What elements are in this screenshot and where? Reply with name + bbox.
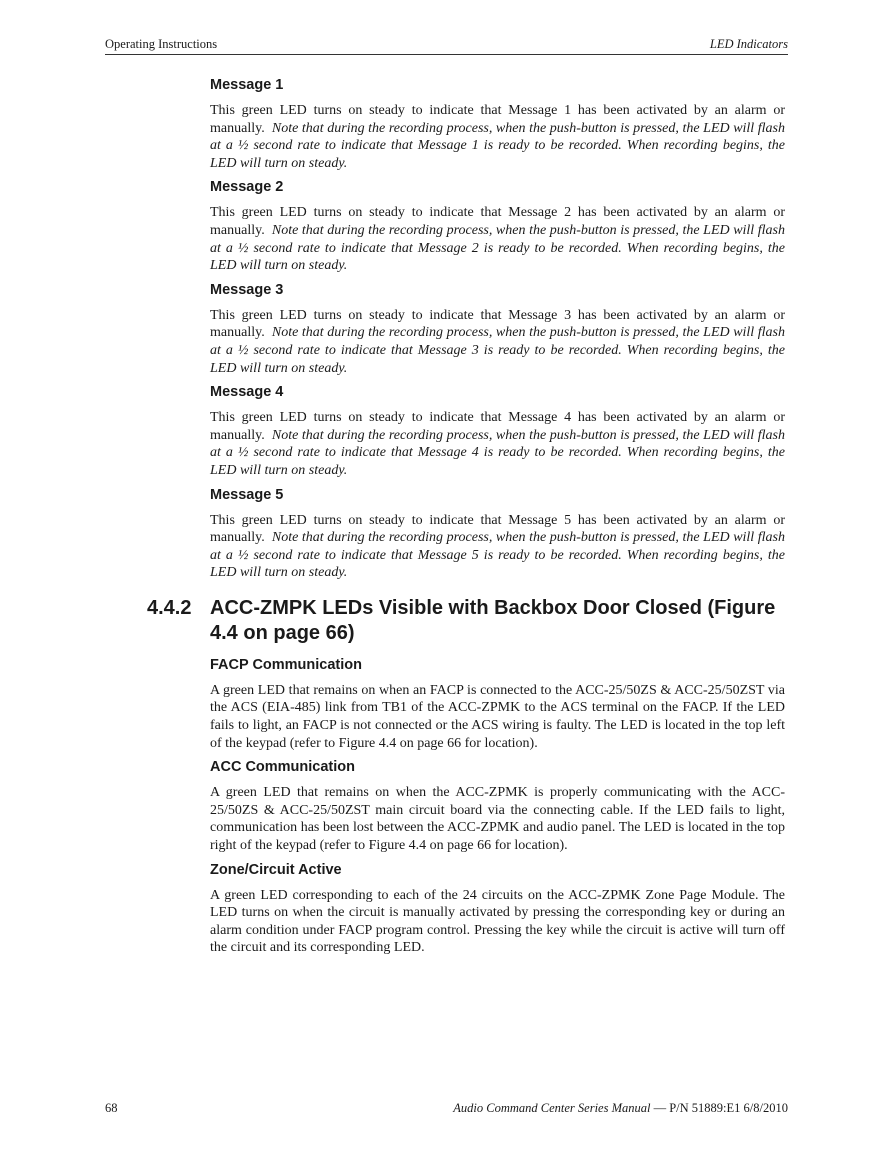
acc-communication-block xyxy=(210,758,785,854)
message-5-paragraph xyxy=(210,512,785,582)
acc-communication-paragraph: A green LED that remains on when the ACC-ZPMK is properly communicating with the ACC-25/50ZS & ACC-25/50ZST main circuit board via the connecting cable. If the LED fails to light, communication has been lost between the ACC-ZPMK and audio panel. The LED is located in the top right of the keypad (refer to Figure 4.4 on page 66 for location). xyxy=(210,785,785,854)
message-4-text: This green LED turns on steady to indicate that Message 4 has been activated by an alarm or manually. xyxy=(210,410,785,443)
message-5-heading: Message 5 xyxy=(210,486,284,503)
message-2-heading: Message 2 xyxy=(210,179,284,196)
section-heading xyxy=(147,596,785,646)
message-1-paragraph xyxy=(210,102,785,172)
message-3-block xyxy=(210,281,785,377)
message-3-note: Note that during the recording process, when the push-button is pressed, the LED will flash at a ½ second rate to indicate that Message 3 is ready to be recorded. When recording begins, the LED will turn on steady. xyxy=(210,325,786,376)
message-3-heading: Message 3 xyxy=(210,281,284,298)
footer-part-info: — P/N 51889:E1 6/8/2010 xyxy=(650,1101,788,1115)
page-header xyxy=(105,36,788,55)
zone-circuit-active-paragraph: A green LED corresponding to each of the 24 circuits on the ACC-ZPMK Zone Page Module. The LED turns on when the circuit is manually activated by pressing the corresponding key or during an alarm condition under FACP program control. Pressing the key while the circuit is active will turn off the circuit and its corresponding LED. xyxy=(210,887,785,956)
message-2-note: Note that during the recording process, when the push-button is pressed, the LED will flash at a ½ second rate to indicate that Message 2 is ready to be recorded. When recording begins, the LED will turn on steady. xyxy=(210,222,786,274)
message-5-text: This green LED turns on steady to indicate that Message 5 has been activated by an alarm or manually. xyxy=(210,512,785,546)
page-content xyxy=(147,76,786,963)
zone-circuit-active-block xyxy=(210,861,785,957)
message-4-block xyxy=(210,383,785,479)
message-3-paragraph xyxy=(210,307,785,377)
message-4-heading: Message 4 xyxy=(210,384,284,401)
message-2-text: This green LED turns on steady to indicate that Message 2 has been activated by an alarm or manually. xyxy=(210,205,785,238)
section-title: ACC-ZMPK LEDs Visible with Backbox Door Closed (Figure 4.4 on page 66) xyxy=(210,596,776,644)
facp-communication-paragraph: A green LED that remains on when an FACP is connected to the ACC-25/50ZS & ACC-25/50ZST via the ACS (EIA-485) link from TB1 of the ACC-ZPMK to the ACS terminal on the FACP. If the LED fails to light, an FACP is not connected or the ACS wiring is faulty. The LED is located in the top left of the keypad (refer to Figure 4.4 on page 66 for location). xyxy=(210,682,785,751)
message-2-paragraph xyxy=(210,204,785,274)
message-1-text: This green LED turns on steady to indicate that Message 1 has been activated by an alarm or manually. xyxy=(210,103,785,136)
message-1-note: Note that during the recording process, when the push-button is pressed, the LED will flash at a ½ second rate to indicate that Message 1 is ready to be recorded. When recording begins, the LED will turn on steady. xyxy=(210,120,786,171)
message-1-block xyxy=(210,76,785,172)
message-4-paragraph xyxy=(210,409,785,479)
message-5-block xyxy=(210,486,785,582)
acc-communication-heading: ACC Communication xyxy=(210,759,355,776)
header-chapter-label: LED Indicators xyxy=(709,37,788,51)
message-3-text: This green LED turns on steady to indicate that Message 3 has been activated by an alarm or manually. xyxy=(210,307,785,341)
page-number: 68 xyxy=(105,1101,118,1115)
header-section-label: Operating Instructions xyxy=(105,37,218,51)
message-1-heading: Message 1 xyxy=(210,77,284,93)
footer-manual-info xyxy=(453,1101,788,1116)
zone-circuit-active-heading: Zone/Circuit Active xyxy=(210,861,342,878)
facp-communication-block xyxy=(210,656,785,752)
footer-manual-title: Audio Command Center Series Manual xyxy=(453,1101,651,1115)
section-number: 4.4.2 xyxy=(147,596,192,619)
message-2-block xyxy=(210,178,785,274)
facp-communication-heading: FACP Communication xyxy=(210,656,362,673)
message-5-note: Note that during the recording process, when the push-button is pressed, the LED will flash at a ½ second rate to indicate that Message 5 is ready to be recorded. When recording begins, the LED will turn on steady. xyxy=(210,530,786,581)
message-4-note: Note that during the recording process, when the push-button is pressed, the LED will flash at a ½ second rate to indicate that Message 4 is ready to be recorded. When recording begins, the LED will turn on steady. xyxy=(210,427,786,478)
